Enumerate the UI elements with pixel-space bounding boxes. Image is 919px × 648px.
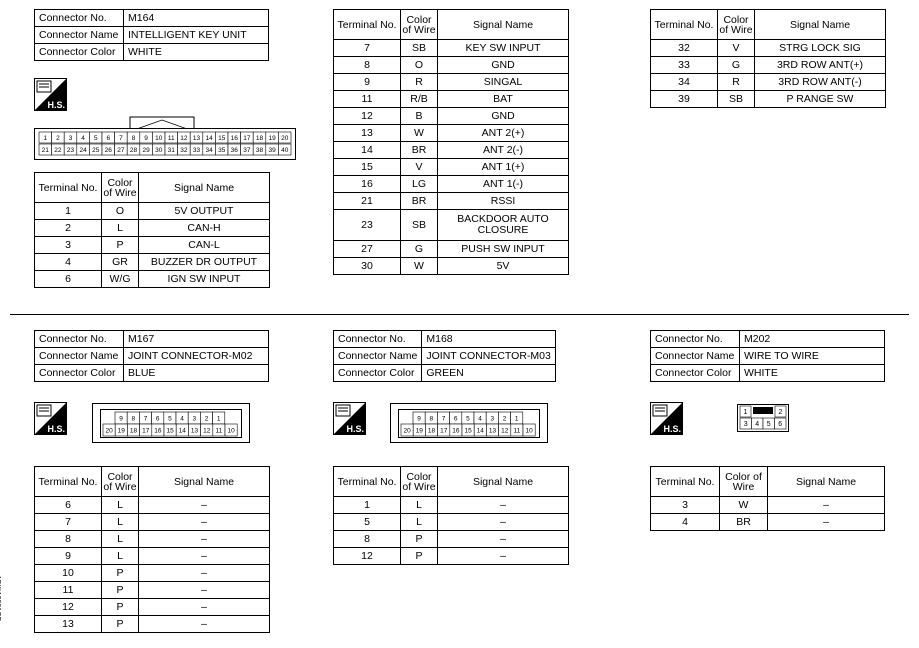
pin-number: 1 <box>43 134 48 142</box>
wire-color: G <box>401 241 438 258</box>
pin-number: 36 <box>230 146 238 154</box>
pin-number: 3 <box>490 415 495 423</box>
table-row <box>334 258 569 275</box>
pin-number: 16 <box>230 134 238 142</box>
m164-connector-face <box>34 114 296 167</box>
table-row <box>334 74 569 91</box>
pin-number: 3 <box>743 421 748 429</box>
m168-connector-name: JOINT CONNECTOR-M03 <box>422 348 555 365</box>
m167-info-table <box>34 330 269 382</box>
pin-number: 12 <box>203 427 211 435</box>
signal-name: – <box>768 497 885 514</box>
terminal-no: 3 <box>35 237 102 254</box>
figure-code <box>0 575 1 621</box>
label-connector-no: Connector No. <box>35 10 124 27</box>
col-color-of-wire: Color of Wire <box>102 467 139 497</box>
pin-number: 5 <box>466 415 470 423</box>
pin-number: 13 <box>488 427 497 435</box>
wire-color: SB <box>401 210 438 241</box>
pin-number: 4 <box>755 421 760 429</box>
terminal-no: 11 <box>35 582 102 599</box>
table-row <box>334 91 569 108</box>
terminal-no: 4 <box>35 254 102 271</box>
label-connector-name: Connector Name <box>35 348 124 365</box>
signal-name: – <box>139 599 270 616</box>
m168-connector-face <box>390 403 548 448</box>
hs-icon <box>650 402 683 435</box>
m202-connector-face <box>737 404 789 437</box>
signal-name: – <box>438 497 569 514</box>
m202-lock <box>753 407 773 414</box>
pin-number: 9 <box>144 134 148 142</box>
wire-color: O <box>102 203 139 220</box>
m168-connector-no: M168 <box>422 331 555 348</box>
svg-text:H.S.: H.S. <box>346 424 364 434</box>
signal-name: – <box>438 531 569 548</box>
pin-number: 28 <box>129 146 138 154</box>
signal-name: – <box>139 497 270 514</box>
m202-info-table <box>650 330 885 382</box>
pin-number: 9 <box>119 415 123 423</box>
wire-color: L <box>102 548 139 565</box>
table-row <box>651 91 886 108</box>
label-connector-color: Connector Color <box>35 365 124 382</box>
table-row <box>651 57 886 74</box>
terminal-no: 16 <box>334 176 401 193</box>
signal-name: – <box>768 514 885 531</box>
label-connector-name: Connector Name <box>334 348 422 365</box>
terminal-no: 32 <box>651 40 718 57</box>
table-row <box>35 514 270 531</box>
terminal-no: 11 <box>334 91 401 108</box>
table-row <box>334 548 569 565</box>
pin-number: 17 <box>142 427 150 435</box>
wire-color: W/G <box>102 271 139 288</box>
pin-number: 37 <box>243 146 251 154</box>
m167-signal-table <box>34 466 270 633</box>
terminal-no: 1 <box>35 203 102 220</box>
table-row <box>35 616 270 633</box>
pin-number: 16 <box>452 427 460 435</box>
terminal-no: 12 <box>35 599 102 616</box>
pin-number: 21 <box>41 146 49 154</box>
table-row <box>35 203 270 220</box>
hs-text: H.S. <box>47 100 65 110</box>
terminal-no: 12 <box>334 548 401 565</box>
hs-icon <box>34 78 67 111</box>
pin-number: 26 <box>104 146 112 154</box>
col-signal-name: Signal Name <box>438 467 569 497</box>
table-row <box>334 210 569 241</box>
pin-number: 19 <box>415 427 423 435</box>
table-row <box>334 57 569 74</box>
signal-name: – <box>139 565 270 582</box>
pin-number: 20 <box>281 134 289 142</box>
col-color-of-wire: Color of Wire <box>718 10 755 40</box>
table-row <box>651 514 885 531</box>
m167-connector-no: M167 <box>124 331 269 348</box>
pin-number: 39 <box>268 146 276 154</box>
pin-number: 18 <box>427 427 436 435</box>
col-terminal-no: Terminal No. <box>35 467 102 497</box>
pin-number: 7 <box>119 134 123 142</box>
label-connector-no: Connector No. <box>651 331 740 348</box>
terminal-no: 8 <box>334 57 401 74</box>
pin-number: 1 <box>743 409 748 417</box>
wire-color: P <box>401 531 438 548</box>
table-row <box>334 142 569 159</box>
pin-number: 15 <box>464 427 472 435</box>
col-signal-name: Signal Name <box>755 10 886 40</box>
table-row <box>651 497 885 514</box>
table-row <box>35 582 270 599</box>
signal-name: – <box>438 548 569 565</box>
pin-number: 24 <box>79 146 87 154</box>
pin-number: 11 <box>167 134 175 142</box>
pin-number: 8 <box>429 415 434 423</box>
pin-number: 19 <box>268 134 276 142</box>
table-row <box>35 565 270 582</box>
m164-connector-color: WHITE <box>124 44 269 61</box>
terminal-no: 1 <box>334 497 401 514</box>
pin-number: 2 <box>502 415 507 423</box>
signal-name: ANT 2(-) <box>438 142 569 159</box>
wire-color: P <box>401 548 438 565</box>
pin-number: 14 <box>178 427 186 435</box>
section-divider <box>10 314 909 315</box>
terminal-no: 21 <box>334 193 401 210</box>
pin-number: 6 <box>778 421 783 429</box>
pin-number: 7 <box>143 415 148 423</box>
terminal-no: 8 <box>35 531 102 548</box>
pin-number: 32 <box>180 146 188 154</box>
table-row <box>334 40 569 57</box>
table-row <box>334 108 569 125</box>
terminal-no: 10 <box>35 565 102 582</box>
pin-number: 18 <box>129 427 138 435</box>
pin-number: 34 <box>205 146 213 154</box>
pin-number: 4 <box>180 415 184 423</box>
wire-color: R/B <box>401 91 438 108</box>
pin-number: 5 <box>766 421 771 429</box>
terminal-no: 7 <box>334 40 401 57</box>
signal-name: PUSH SW INPUT <box>438 241 569 258</box>
pin-number: 1 <box>514 415 519 423</box>
m168-info-table <box>333 330 556 382</box>
signal-name: BUZZER DR OUTPUT <box>139 254 270 271</box>
m202-connector-color: WHITE <box>740 365 885 382</box>
pin-number: 4 <box>478 415 482 423</box>
pin-number: 16 <box>154 427 162 435</box>
terminal-no: 9 <box>334 74 401 91</box>
pin-number: 40 <box>281 146 289 154</box>
signal-name: SINGAL <box>438 74 569 91</box>
pin-number: 33 <box>192 146 201 154</box>
m202-connector-name: WIRE TO WIRE <box>740 348 885 365</box>
pin-number: 5 <box>168 415 172 423</box>
pin-number: 14 <box>205 134 213 142</box>
m168-signal-table <box>333 466 569 565</box>
table-row <box>35 254 270 271</box>
table-row <box>334 176 569 193</box>
col-terminal-no: Terminal No. <box>334 467 401 497</box>
terminal-no: 39 <box>651 91 718 108</box>
col-terminal-no: Terminal No. <box>651 467 720 497</box>
label-connector-name: Connector Name <box>35 27 124 44</box>
table-row <box>35 497 270 514</box>
col-signal-name: Signal Name <box>768 467 885 497</box>
m164-connector-no: M164 <box>124 10 269 27</box>
pin-number: 17 <box>440 427 448 435</box>
pin-number: 2 <box>778 409 783 417</box>
wire-color: L <box>401 497 438 514</box>
pin-number: 6 <box>453 415 458 423</box>
label-connector-name: Connector Name <box>651 348 740 365</box>
pin-number: 2 <box>204 415 209 423</box>
col-color-of-wire: Color of Wire <box>401 10 438 40</box>
signal-name: – <box>139 616 270 633</box>
pin-number: 9 <box>417 415 421 423</box>
terminal-no: 33 <box>651 57 718 74</box>
svg-text:H.S.: H.S. <box>47 424 65 434</box>
pin-number: 2 <box>56 134 60 142</box>
wire-color: P <box>102 565 139 582</box>
wire-color: B <box>401 108 438 125</box>
hs-icon <box>34 402 67 435</box>
wire-color: P <box>102 237 139 254</box>
terminal-no: 8 <box>334 531 401 548</box>
table-row <box>334 497 569 514</box>
wire-color: V <box>401 159 438 176</box>
col-terminal-no: Terminal No. <box>651 10 718 40</box>
signal-name: – <box>438 514 569 531</box>
table-row <box>35 220 270 237</box>
terminal-no: 14 <box>334 142 401 159</box>
signal-name: – <box>139 548 270 565</box>
signal-name: P RANGE SW <box>755 91 886 108</box>
signal-name: 5V <box>438 258 569 275</box>
pin-number: 22 <box>54 146 62 154</box>
col-color-of-wire: Color of Wire <box>401 467 438 497</box>
pin-number: 18 <box>255 134 264 142</box>
m164-signal-table-a <box>34 172 270 288</box>
signal-name: – <box>139 514 270 531</box>
signal-name: CAN-L <box>139 237 270 254</box>
pin-number: 14 <box>476 427 484 435</box>
table-row <box>35 271 270 288</box>
table-row <box>35 599 270 616</box>
m164-connector-name: INTELLIGENT KEY UNIT <box>124 27 269 44</box>
pin-number: 3 <box>192 415 197 423</box>
signal-name: BAT <box>438 91 569 108</box>
col-terminal-no: Terminal No. <box>35 173 102 203</box>
pin-number: 15 <box>218 134 226 142</box>
table-row <box>651 74 886 91</box>
pin-number: 11 <box>215 427 223 435</box>
hs-icon <box>333 402 366 435</box>
m202-connector-no: M202 <box>740 331 885 348</box>
signal-name: STRG LOCK SIG <box>755 40 886 57</box>
col-color-of-wire: Color of Wire <box>102 173 139 203</box>
wire-color: BR <box>401 193 438 210</box>
table-row <box>334 514 569 531</box>
signal-name: IGN SW INPUT <box>139 271 270 288</box>
signal-name: CAN-H <box>139 220 270 237</box>
table-row <box>35 531 270 548</box>
signal-name: ANT 2(+) <box>438 125 569 142</box>
wire-color: W <box>401 125 438 142</box>
label-connector-color: Connector Color <box>35 44 124 61</box>
pin-number: 35 <box>218 146 226 154</box>
pin-number: 20 <box>105 427 113 435</box>
signal-name: 5V OUTPUT <box>139 203 270 220</box>
terminal-no: 5 <box>334 514 401 531</box>
pin-number: 27 <box>117 146 125 154</box>
pin-number: 8 <box>131 134 136 142</box>
wire-color: R <box>401 74 438 91</box>
label-connector-no: Connector No. <box>35 331 124 348</box>
col-signal-name: Signal Name <box>139 173 270 203</box>
col-signal-name: Signal Name <box>139 467 270 497</box>
col-terminal-no: Terminal No. <box>334 10 401 40</box>
wire-color: BR <box>401 142 438 159</box>
terminal-no: 6 <box>35 271 102 288</box>
wire-color: P <box>102 616 139 633</box>
m167-connector-color: BLUE <box>124 365 269 382</box>
pin-number: 38 <box>255 146 264 154</box>
wire-color: R <box>718 74 755 91</box>
pin-number: 13 <box>192 134 201 142</box>
wire-color: V <box>718 40 755 57</box>
table-row <box>35 548 270 565</box>
wire-color: L <box>102 220 139 237</box>
signal-name: – <box>139 531 270 548</box>
terminal-no: 34 <box>651 74 718 91</box>
wire-color: W <box>401 258 438 275</box>
wire-color: BR <box>720 514 768 531</box>
m164-info-table <box>34 9 269 61</box>
terminal-no: 13 <box>35 616 102 633</box>
m167-connector-name: JOINT CONNECTOR-M02 <box>124 348 269 365</box>
signal-name: BACKDOOR AUTO CLOSURE <box>438 210 569 241</box>
pin-number: 17 <box>243 134 251 142</box>
wire-color: P <box>102 599 139 616</box>
label-connector-color: Connector Color <box>334 365 422 382</box>
m164-signal-table-c <box>650 9 886 108</box>
pin-number: 6 <box>106 134 111 142</box>
pin-number: 19 <box>117 427 125 435</box>
terminal-no: 13 <box>334 125 401 142</box>
wire-color: SB <box>718 91 755 108</box>
m168-connector-color: GREEN <box>422 365 555 382</box>
table-row <box>334 241 569 258</box>
pin-number: 23 <box>66 146 75 154</box>
pin-number: 15 <box>166 427 174 435</box>
terminal-no: 4 <box>651 514 720 531</box>
pin-number: 4 <box>81 134 85 142</box>
terminal-no: 23 <box>334 210 401 241</box>
pin-number: 29 <box>142 146 150 154</box>
pin-number: 7 <box>441 415 446 423</box>
pin-number: 10 <box>227 427 235 435</box>
svg-text:H.S.: H.S. <box>663 424 681 434</box>
pin-number: 3 <box>68 134 73 142</box>
terminal-no: 9 <box>35 548 102 565</box>
wire-color: L <box>401 514 438 531</box>
wire-color: P <box>102 582 139 599</box>
signal-name: GND <box>438 57 569 74</box>
pin-number: 25 <box>92 146 100 154</box>
table-row <box>651 40 886 57</box>
terminal-no: 30 <box>334 258 401 275</box>
pin-number: 10 <box>525 427 533 435</box>
col-signal-name: Signal Name <box>438 10 569 40</box>
m202-signal-table <box>650 466 885 531</box>
signal-name: RSSI <box>438 193 569 210</box>
table-row <box>334 193 569 210</box>
m167-connector-face <box>92 403 250 448</box>
terminal-no: 6 <box>35 497 102 514</box>
terminal-no: 27 <box>334 241 401 258</box>
pin-number: 11 <box>513 427 521 435</box>
wire-color: LG <box>401 176 438 193</box>
table-row <box>334 531 569 548</box>
wire-color: GR <box>102 254 139 271</box>
signal-name: GND <box>438 108 569 125</box>
signal-name: ANT 1(+) <box>438 159 569 176</box>
pin-number: 31 <box>167 146 175 154</box>
terminal-no: 3 <box>651 497 720 514</box>
signal-name: 3RD ROW ANT(+) <box>755 57 886 74</box>
terminal-no: 2 <box>35 220 102 237</box>
col-color-of-wire: Color of Wire <box>720 467 768 497</box>
wire-color: O <box>401 57 438 74</box>
wire-color: L <box>102 531 139 548</box>
label-connector-no: Connector No. <box>334 331 422 348</box>
pin-number: 6 <box>155 415 160 423</box>
pin-number: 20 <box>403 427 411 435</box>
pin-number: 1 <box>216 415 221 423</box>
pin-number: 10 <box>155 134 163 142</box>
wire-color: G <box>718 57 755 74</box>
pin-number: 30 <box>155 146 163 154</box>
wire-color: W <box>720 497 768 514</box>
m164-signal-table-b <box>333 9 569 275</box>
wire-color: SB <box>401 40 438 57</box>
terminal-no: 7 <box>35 514 102 531</box>
signal-name: KEY SW INPUT <box>438 40 569 57</box>
label-connector-color: Connector Color <box>651 365 740 382</box>
table-row <box>334 125 569 142</box>
signal-name: 3RD ROW ANT(-) <box>755 74 886 91</box>
terminal-no: 15 <box>334 159 401 176</box>
pin-number: 12 <box>180 134 188 142</box>
wire-color: L <box>102 497 139 514</box>
table-row <box>35 237 270 254</box>
terminal-no: 12 <box>334 108 401 125</box>
signal-name: – <box>139 582 270 599</box>
wire-color: L <box>102 514 139 531</box>
table-row <box>334 159 569 176</box>
signal-name: ANT 1(-) <box>438 176 569 193</box>
pin-number: 13 <box>190 427 199 435</box>
pin-number: 8 <box>131 415 136 423</box>
pin-number: 12 <box>501 427 509 435</box>
pin-number: 5 <box>93 134 98 142</box>
